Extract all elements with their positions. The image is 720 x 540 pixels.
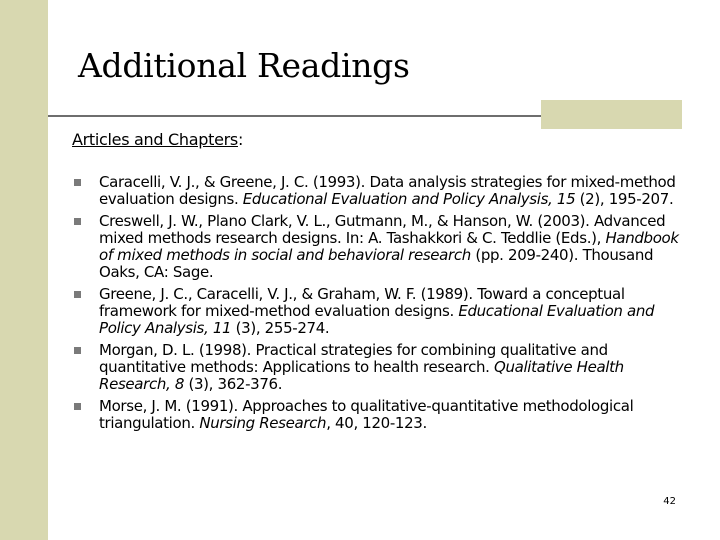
reference-text: Creswell, J. W., Plano Clark, V. L., Gutmann, M., & Hanson, W. (2003). Advanced mixed methods research designs. In: A. Tashakkori & C. Teddlie (Eds.), bbox=[99, 212, 666, 247]
section-heading-colon: : bbox=[237, 130, 244, 149]
reference-text: Greene, J. C., Caracelli, V. J., & Graham, W. F. (1989). Toward a conceptual framework for mixed-method evaluation designs. bbox=[99, 285, 625, 320]
section-heading bbox=[72, 130, 243, 149]
reference-journal: Qualitative Health Research, 8 bbox=[99, 358, 624, 393]
reference-list bbox=[72, 174, 692, 437]
reference-item bbox=[72, 286, 692, 337]
reference-journal: Handbook of mixed methods in social and behavioral research bbox=[99, 229, 679, 264]
reference-details: (pp. 209-240). Thousand Oaks, CA: Sage. bbox=[99, 246, 654, 281]
reference-details: , 40, 120-123. bbox=[326, 414, 427, 432]
reference-details: (3), 255-274. bbox=[231, 319, 330, 337]
page-title: Additional Readings bbox=[78, 46, 410, 85]
reference-details: (2), 195-207. bbox=[575, 190, 674, 208]
reference-journal: Educational Evaluation and Policy Analysis, 11 bbox=[99, 302, 655, 337]
page-number: 42 bbox=[663, 496, 676, 507]
reference-journal: Nursing Research bbox=[199, 414, 327, 432]
square-bullet-icon bbox=[74, 218, 81, 225]
reference-details: (3), 362-376. bbox=[184, 375, 283, 393]
square-bullet-icon bbox=[74, 403, 81, 410]
reference-text: Morse, J. M. (1991). Approaches to qualitative-quantitative methodological triangulation. bbox=[99, 397, 634, 432]
reference-item bbox=[72, 398, 692, 432]
reference-text: Morgan, D. L. (1998). Practical strategies for combining qualitative and quantitative methods: Applications to health research. bbox=[99, 341, 608, 376]
reference-journal: Educational Evaluation and Policy Analysis, 15 bbox=[242, 190, 576, 208]
reference-item bbox=[72, 213, 692, 281]
left-accent-bar bbox=[0, 0, 48, 540]
square-bullet-icon bbox=[74, 291, 81, 298]
divider-accent-block bbox=[541, 100, 682, 129]
square-bullet-icon bbox=[74, 179, 81, 186]
section-heading-text: Articles and Chapters bbox=[72, 130, 238, 149]
square-bullet-icon bbox=[74, 347, 81, 354]
reference-item bbox=[72, 342, 692, 393]
reference-text: Caracelli, V. J., & Greene, J. C. (1993). Data analysis strategies for mixed-method evaluation designs. bbox=[99, 173, 676, 208]
reference-item bbox=[72, 174, 692, 208]
